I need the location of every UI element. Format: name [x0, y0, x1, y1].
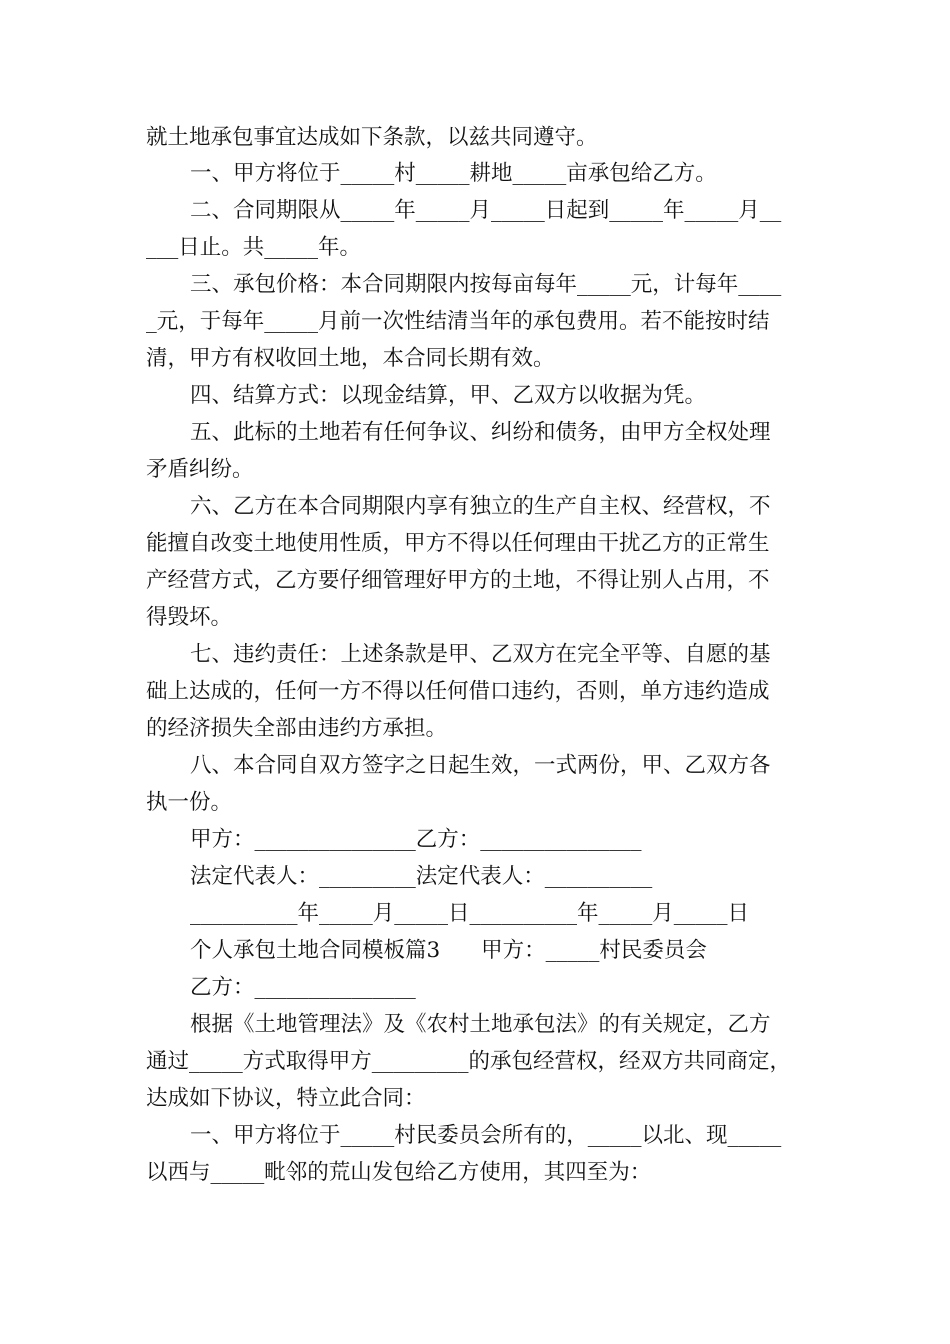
signature-line-representative: 法定代表人：_________法定代表人：__________ [190, 864, 653, 889]
text-line: 六、乙方在本合同期限内享有独立的生产自主权、经营权，不 [190, 494, 771, 519]
text-line: 础上达成的，任何一方不得以任何借口违约，否则，单方违约造成 [146, 679, 770, 704]
text-line: 得毁坏。 [146, 605, 233, 630]
signature-line-party: 甲方：_______________乙方：_______________ [190, 827, 642, 852]
text-line: 矛盾纠纷。 [146, 457, 254, 482]
text-line: 以西与_____毗邻的荒山发包给乙方使用，其四至为： [146, 1160, 652, 1185]
text-line: 一、甲方将位于_____村_____耕地_____亩承包给乙方。 [190, 161, 717, 186]
text-line: 的经济损失全部由违约方承担。 [146, 716, 448, 741]
text-line: 就土地承包事宜达成如下条款，以兹共同遵守。 [146, 125, 598, 150]
text-line: 产经营方式，乙方要仔细管理好甲方的土地，不得让别人占用，不 [146, 568, 770, 593]
text-line: 八、本合同自双方签字之日起生效，一式两份，甲、乙双方各 [190, 753, 771, 778]
text-line: 七、违约责任：上述条款是甲、乙双方在完全平等、自愿的基 [190, 642, 771, 667]
section-heading: 个人承包土地合同模板篇3 甲方：_____村民委员会 [190, 938, 707, 963]
text-line: 四、结算方式：以现金结算，甲、乙双方以收据为凭。 [190, 383, 707, 408]
text-line: 执一份。 [146, 790, 233, 815]
text-line: 五、此标的土地若有任何争议、纠纷和债务，由甲方全权处理 [190, 420, 771, 445]
text-line: 一、甲方将位于_____村民委员会所有的，_____以北、现_____ [190, 1123, 782, 1148]
text-line: 能擅自改变土地使用性质，甲方不得以任何理由干扰乙方的正常生 [146, 531, 770, 556]
text-line: ___日止。共_____年。 [146, 235, 362, 260]
text-line: 二、合同期限从_____年_____月_____日起到_____年_____月__ [190, 198, 782, 223]
text-line: _元，于每年_____月前一次性结清当年的承包费用。若不能按时结 [146, 309, 770, 334]
text-line: 根据《土地管理法》及《农村土地承包法》的有关规定，乙方 [190, 1012, 771, 1037]
text-line: 三、承包价格：本合同期限内按每亩每年_____元，计每年____ [190, 272, 782, 297]
text-line: 达成如下协议，特立此合同： [146, 1086, 426, 1111]
text-line: 乙方：_______________ [190, 975, 416, 1000]
signature-line-date: __________年_____月_____日__________年_____月_____日 [190, 901, 750, 926]
text-line: 通过_____方式取得甲方_________的承包经营权，经双方共同商定， [146, 1049, 792, 1074]
text-line: 清，甲方有权收回土地，本合同长期有效。 [146, 346, 555, 371]
